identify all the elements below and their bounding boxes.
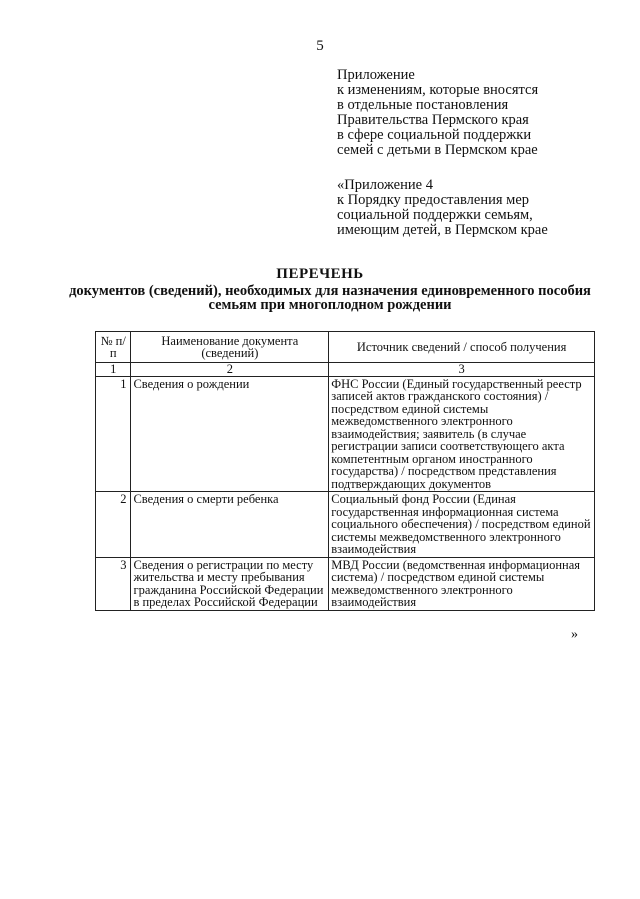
appendix-line: Приложение	[337, 67, 415, 83]
appendix-4-header	[337, 178, 548, 238]
row-source: Социальный фонд России (Единая государственная информационная система социального обеспечения) / посредством единой системы межведомственного электронного взаимодействия	[329, 492, 595, 558]
column-number: 3	[329, 363, 595, 377]
column-number: 1	[96, 363, 131, 377]
column-number: 2	[131, 363, 329, 377]
row-num: 1	[96, 376, 131, 492]
closing-quote: »	[571, 627, 578, 642]
document-title: ПЕРЕЧЕНЬ	[276, 266, 364, 282]
row-name: Сведения о рождении	[131, 376, 329, 492]
appendix-line: в сфере социальной поддержки	[337, 127, 532, 143]
page-number: 5	[316, 38, 324, 54]
row-source: МВД России (ведомственная информационная система) / посредством единой системы межведомственного электронного взаимодействия	[329, 557, 595, 610]
header-num: № п/п	[96, 332, 131, 363]
header-name: Наименование документа (сведений)	[131, 332, 329, 363]
appendix-line: «Приложение 4	[337, 177, 433, 193]
table-header-row	[96, 332, 595, 363]
appendix-line: социальной поддержки семьям,	[337, 207, 533, 223]
appendix-line: семей с детьми в Пермском крае	[337, 142, 538, 158]
appendix-line: к Порядку предоставления мер	[337, 192, 530, 208]
table-row	[96, 492, 595, 558]
appendix-header	[337, 68, 538, 158]
row-name: Сведения о регистрации по месту жительства и месту пребывания гражданина Российской Федерации в пределах Российской Федерации	[131, 557, 329, 610]
document-subtitle: документов (сведений), необходимых для назначения единовременного пособия семьям при многоплодном рождении	[69, 283, 591, 313]
row-num: 3	[96, 557, 131, 610]
appendix-line: к изменениям, которые вносятся	[337, 82, 539, 98]
row-source: ФНС России (Единый государственный реестр записей актов гражданского состояния) / посредством единой системы межведомственного электронного взаимодействия; заявитель (в случае регистрации записи соответствующего акта компетентным органом иностранного государства) / посредством представления подтверждающих документов	[329, 376, 595, 492]
row-name: Сведения о смерти ребенка	[131, 492, 329, 558]
table-row	[96, 376, 595, 492]
appendix-line: Правительства Пермского края	[337, 112, 529, 128]
row-num: 2	[96, 492, 131, 558]
header-source: Источник сведений / способ получения	[329, 332, 595, 363]
appendix-line: в отдельные постановления	[337, 97, 509, 113]
documents-table	[95, 331, 595, 611]
column-number-row	[96, 363, 595, 377]
table-row	[96, 557, 595, 610]
appendix-line: имеющим детей, в Пермском крае	[337, 222, 548, 238]
